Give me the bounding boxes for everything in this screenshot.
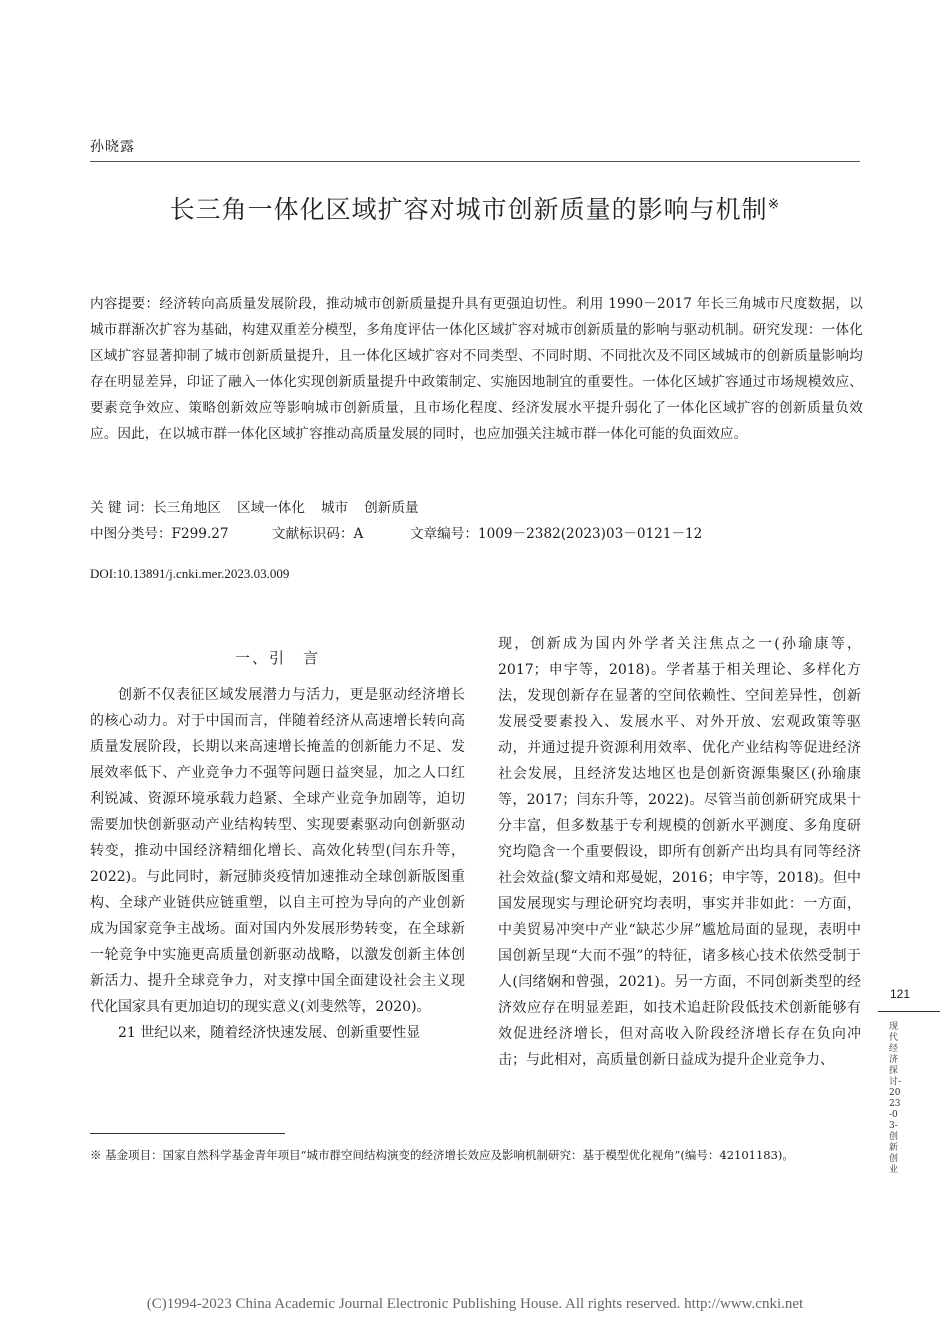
keywords-label: 关 键 词： <box>90 500 154 516</box>
doi: DOI:10.13891/j.cnki.mer.2023.03.009 <box>90 566 290 581</box>
keyword: 区域一体化 <box>237 500 305 516</box>
journal-side-label: 现代经济探讨-2023-03-创新创业 <box>889 1022 902 1175</box>
abstract-text: 经济转向高质量发展阶段，推动城市创新质量提升具有更强迫切性。利用 1990－2017 年长三角城市尺度数据，以城市群渐次扩容为基础，构建双重差分模型，多角度评估一体化区域扩容对城市创新质量的影响与驱动机制。研究发现：一体化区域扩容显著抑制了城市创新质量提升，且一体化区域扩容对不同类型、不同时期、不同批次及不同区域城市的创新质量影响均存在明显差异，印证了融入一体化实现创新质量提升中政策制定、实施因地制宜的重要性。一体化区域扩容通过市场规模效应、要素竞争效应、策略创新效应等影响城市创新质量，且市场化程度、经济发展水平提升弱化了一体化区域扩容的创新质量负效应。因此，在以城市群一体化区域扩容推动高质量发展的同时，也应加强关注城市群一体化可能的负面效应。 <box>90 296 863 442</box>
side-rule <box>878 1011 940 1012</box>
keyword: 长三角地区 <box>153 500 221 516</box>
copyright-notice: (C)1994-2023 China Academic Journal Electronic Publishing House. All rights reserved. http://www.cnki.net <box>146 1296 804 1312</box>
body-paragraph: 21 世纪以来，随着经济快速发展、创新重要性显 <box>118 1025 421 1041</box>
paper-title <box>90 190 860 226</box>
body-paragraph: 创新不仅表征区域发展潜力与活力，更是驱动经济增长的核心动力。对于中国而言，伴随着经济从高速增长转向高质量发展阶段，长期以来高速增长掩盖的创新能力不足、发展效率低下、产业竞争力不强等问题日益突显，加之人口红利锐减、资源环境承载力趋紧、全球产业竞争加剧等，迫切需要加快创新驱动产业结构转型、实现要素驱动向创新驱动转变，推动中国经济精细化增长、高效化转型(闫东升等，2022)。与此同时，新冠肺炎疫情加速推动全球创新版图重构、全球产业链供应链重塑，以自主可控为导向的产业创新成为国家竞争主战场。面对国内外发展形势转变，在全球新一轮竞争中实施更高质量创新驱动战略，以激发创新主体创新活力、提升全球竞争力，对支撑中国全面建设社会主义现代化国家具有更加迫切的现实意义(刘斐然等，2020)。 <box>90 687 465 1015</box>
abstract <box>90 291 863 447</box>
footnote-rule <box>90 1133 285 1134</box>
abstract-label: 内容提要： <box>90 296 160 312</box>
article-number: 文章编号：1009－2382(2023)03－0121－12 <box>410 526 703 542</box>
title-footnote-mark: ※ <box>767 196 781 213</box>
paper-title-text: 长三角一体化区域扩容对城市创新质量的影响与机制 <box>169 195 768 224</box>
keyword: 创新质量 <box>364 500 419 516</box>
classification-line <box>90 522 703 542</box>
document-code: 文献标识码：A <box>272 526 364 542</box>
author-name: 孙晓露 <box>90 139 135 155</box>
keyword: 城市 <box>320 500 349 516</box>
section-heading: 一、引 言 <box>234 649 320 667</box>
keywords <box>90 496 435 516</box>
footnote: ※ 基金项目：国家自然科学基金青年项目“城市群空间结构演变的经济增长效应及影响机制研究：基于模型优化视角”(编号：42101183)。 <box>90 1148 794 1162</box>
header-rule <box>90 161 860 162</box>
right-column <box>498 631 861 1073</box>
body-paragraph: 现，创新成为国内外学者关注焦点之一(孙瑜康等，2017；申宇等，2018)。学者基于相关理论、多样化方法，发现创新存在显著的空间依赖性、空间差异性，创新发展受要素投入、发展水平、对外开放、宏观政策等驱动，并通过提升资源利用效率、优化产业结构等促进经济社会发展，且经济发达地区也是创新资源集聚区(孙瑜康等，2017；闫东升等，2022)。尽管当前创新研究成果十分丰富，但多数基于专利规模的创新水平测度、多角度研究均隐含一个重要假设，即所有创新产出均具有同等经济社会效益(黎文靖和郑曼妮，2016；申宇等，2018)。但中国发展现实与理论研究均表明，事实并非如此：一方面，中美贸易冲突中产业“缺芯少屏”尴尬局面的显现，表明中国创新呈现“大而不强”的特征，诸多核心技术依然受制于人(闫绪娴和曾强，2021)。另一方面，不同创新类型的经济效应存在明显差距，如技术追赶阶段低技术创新能够有效促进经济增长，但对高收入阶段经济增长存在负向冲击；与此相对，高质量创新日益成为提升企业竞争力、 <box>498 636 861 1068</box>
left-column <box>90 682 465 1046</box>
clc-number: 中图分类号：F299.27 <box>90 526 229 542</box>
page-number: 121 <box>890 987 911 1001</box>
